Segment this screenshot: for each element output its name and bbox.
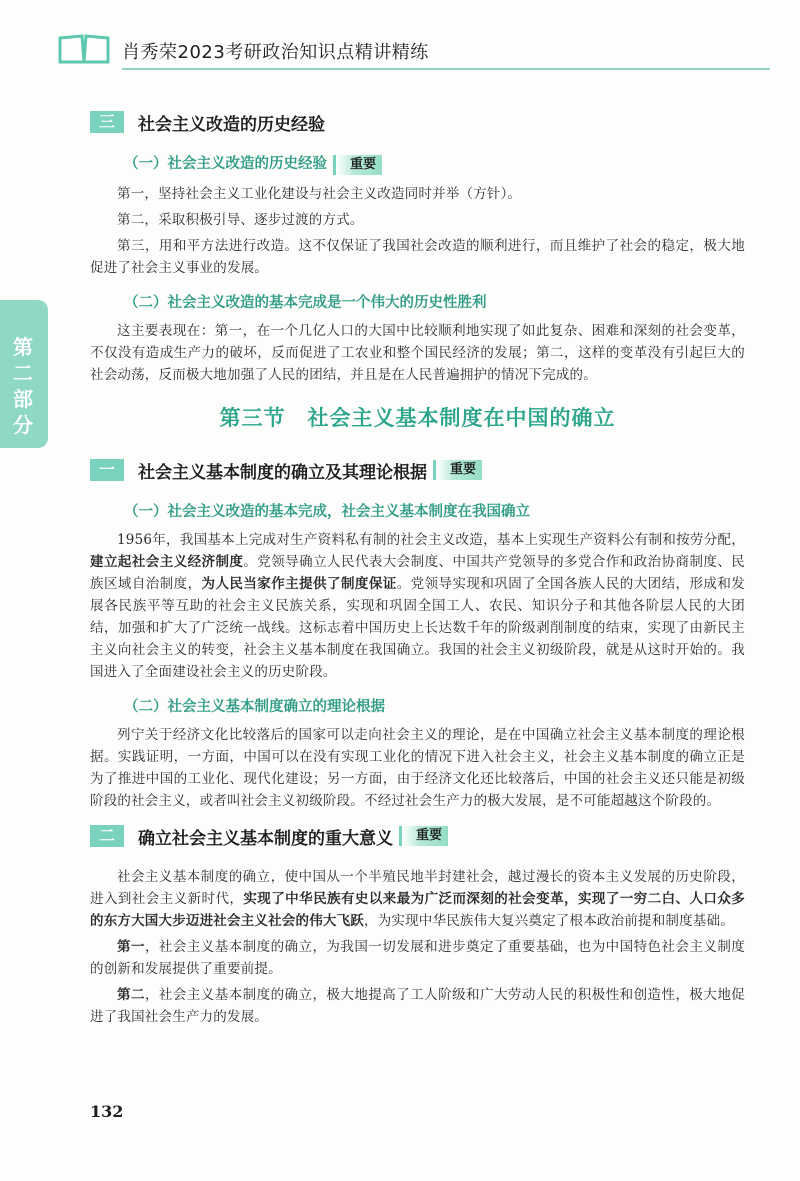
- paragraph: 这主要表现在：第一，在一个几亿人口的大国中比较顺利地实现了如此复杂、困难和深刻的社会变革，不仅没有造成生产力的破坏，反而促进了工农业和整个国民经济的发展；第二，这样的变革没有引起巨大的社会动荡，反而极大地加强了人民的团结，并且是在人民普遍拥护的情况下完成的。: [90, 323, 745, 383]
- section-title: 社会主义基本制度的确立及其理论根据: [138, 462, 427, 483]
- header-title: 肖秀荣2023考研政治知识点精讲精练: [122, 42, 429, 63]
- paragraph: [90, 984, 745, 1028]
- badge-label: 重要: [450, 462, 477, 477]
- paragraph: [90, 936, 745, 980]
- subsection-heading: [124, 695, 745, 716]
- badge-label: 重要: [350, 157, 377, 172]
- badge-label: 重要: [416, 828, 443, 843]
- text-run: 。党领导实现和巩固了全国各族人民的大团结，形成和发展各民族平等互助的社会主义民族关系，实现和巩固全国工人、农民、知识分子和其他各阶层人民的大团结，加强和扩大了广泛统一战线。这标志着中国历史上长达数千年的阶级剥削制度的结束，实现了由新民主主义向社会主义的转变，社会主义基本制度在我国确立。我国的社会主义初级阶段，就是从这时开始的。我国进入了全面建设社会主义的历史阶段。: [90, 576, 745, 680]
- side-tab: [0, 300, 48, 448]
- text-run: 。党领导确立人民代表大会制度、中国共产党领导的多党合作和政治协商制度、民族区域自治制度，: [90, 554, 745, 592]
- section-title: 确立社会主义基本制度的重大意义: [138, 828, 393, 849]
- paragraph: [90, 866, 745, 932]
- header-rule: [122, 68, 770, 70]
- section-title: 社会主义改造的历史经验: [138, 114, 325, 135]
- text-run: 社会主义基本制度的确立，使中国从一个半殖民地半封建社会，越过漫长的资本主义发展的历史阶段，进入到社会主义新时代，: [90, 869, 745, 907]
- chapter-title: [90, 402, 745, 432]
- bold-text: 第一: [117, 939, 145, 955]
- text-run: ，社会主义基本制度的确立，为我国一切发展和进步奠定了重要基础，也为中国特色社会主义制度的创新和发展提供了重要前提。: [90, 939, 745, 977]
- paragraph: 列宁关于经济文化比较落后的国家可以走向社会主义的理论，是在中国确立社会主义基本制度的理论根据。实践证明，一方面，中国可以在没有实现工业化的情况下进入社会主义，社会主义基本制度的确立正是为了推进中国的工业化、现代化建设；另一方面，由于经济文化还比较落后，中国的社会主义还只能是初级阶段的社会主义，或者叫社会主义初级阶段。不经过社会生产力的极大发展，是不可能超越这个阶段的。: [90, 727, 745, 809]
- subsection-title: （二）社会主义基本制度确立的理论根据: [124, 699, 385, 715]
- section-number: 一: [90, 459, 124, 481]
- subsection-heading: [124, 500, 745, 521]
- page-header: [30, 28, 770, 68]
- section-heading: [90, 454, 745, 486]
- page-number: 132: [90, 1102, 124, 1121]
- section-number: 二: [90, 825, 124, 847]
- subsection-heading: [124, 152, 745, 175]
- section-heading: [90, 820, 745, 852]
- text-run: ，为实现中华民族伟大复兴奠定了根本政治前提和制度基础。: [364, 913, 734, 929]
- chapter-label: 第三节: [219, 406, 286, 430]
- text-run: 1956年，我国基本上完成对生产资料私有制的社会主义改造，基本上实现生产资料公有制和按劳分配，: [117, 532, 745, 548]
- paragraph: 第三，用和平方法进行改造。这不仅保证了我国社会改造的顺利进行，而且维护了社会的稳定，极大地促进了社会主义事业的发展。: [90, 238, 745, 276]
- section-heading: [90, 106, 745, 138]
- subsection-title: （二）社会主义改造的基本完成是一个伟大的历史性胜利: [124, 295, 487, 311]
- important-badge: [433, 460, 482, 480]
- open-book-icon: [58, 34, 110, 64]
- subsection-heading: [124, 291, 745, 312]
- bold-text: 为人民当家作主提供了制度保证: [201, 576, 397, 592]
- paragraph: 第二，采取积极引导、逐步过渡的方式。: [117, 212, 364, 228]
- bold-text: 建立起社会主义经济制度: [90, 554, 244, 570]
- page-content: [90, 100, 745, 1032]
- subsection-title: （一）社会主义改造的基本完成，社会主义基本制度在我国确立: [124, 504, 530, 520]
- paragraph: [90, 529, 745, 683]
- subsection-title: （一）社会主义改造的历史经验: [124, 156, 327, 172]
- bold-text: 第二: [117, 987, 145, 1003]
- important-badge: [399, 826, 448, 846]
- important-badge: [333, 155, 382, 175]
- side-tab-label: 第二部分: [13, 335, 33, 437]
- text-run: ，社会主义基本制度的确立，极大地提高了工人阶级和广大劳动人民的积极性和创造性，极大地促进了我国社会生产力的发展。: [90, 987, 745, 1025]
- section-number: 三: [90, 111, 124, 133]
- bold-text: 实现了中华民族有史以来最为广泛而深刻的社会变革，实现了一穷二白、人口众多的东方大国大步迈进社会主义社会的伟大飞跃: [90, 891, 745, 929]
- paragraph: 第一，坚持社会主义工业化建设与社会主义改造同时并举（方针）。: [117, 186, 522, 202]
- chapter-name: 社会主义基本制度在中国的确立: [307, 406, 616, 430]
